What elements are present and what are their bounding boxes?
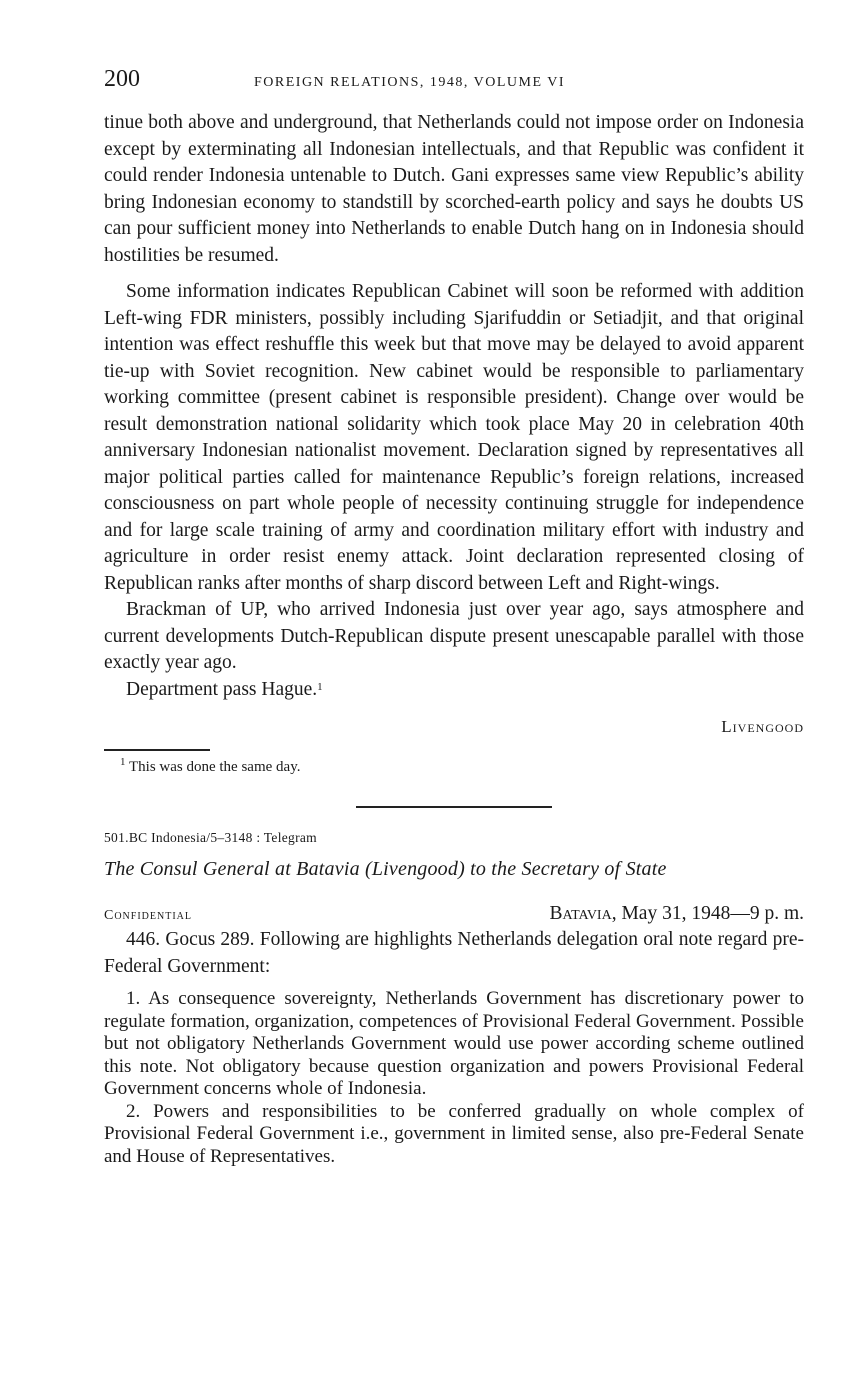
paragraph-highlights: 446. Gocus 289. Following are highlights Netherlands delegation oral note regard pre-Federal Government: bbox=[104, 929, 804, 977]
dateline-date: May 31, 1948—9 p. m. bbox=[616, 903, 804, 924]
footnote-mark: 1 bbox=[120, 756, 126, 768]
department-text: Department pass Hague. bbox=[126, 678, 318, 700]
running-title: FOREIGN RELATIONS, 1948, VOLUME VI bbox=[254, 75, 566, 90]
list-item-1: 1. As consequence sovereignty, Netherlands Government has discretionary power to regulate formation, organization, competences of Provisional Federal Government. Possible but not obligatory Netherlands Government would use power according scheme outlined this note. Not obligatory because question organization and powers Provisional Federal Government concerns whole of Indonesia. bbox=[104, 988, 804, 1099]
document-title: The Consul General at Batavia (Livengood) to the Secretary of State bbox=[104, 858, 667, 880]
document-page bbox=[104, 66, 804, 1168]
footnote-divider bbox=[104, 749, 210, 751]
section-divider bbox=[356, 806, 552, 808]
paragraph-department bbox=[104, 677, 804, 704]
footnote-text: This was done the same day. bbox=[128, 759, 301, 775]
file-reference: 501.BC Indonesia/5–3148 : Telegram bbox=[104, 830, 317, 845]
classification: Confidential bbox=[104, 908, 192, 923]
signature: Livengood bbox=[721, 717, 804, 736]
list-item-2: 2. Powers and responsibilities to be conferred gradually on whole complex of Provisional Federal Government i.e., government in limited sense, also pre-Federal Senate and House of Representatives. bbox=[104, 1100, 804, 1167]
running-head bbox=[104, 66, 804, 106]
footnote bbox=[104, 756, 804, 776]
paragraph-continuation: tinue both above and underground, that Netherlands could not impose order on Indonesia except by exterminating all Indonesian intellectuals, and that Republic was confident it could render Indonesia untenable to Dutch. Gani expresses same view Republic’s ability bring Indonesian economy to standstill by scorched-earth policy and says he doubts US can pour sufficient money into Netherlands to enable Dutch hang on in Indonesia should hostilities be resumed. bbox=[104, 112, 804, 266]
paragraph-brackman: Brackman of UP, who arrived Indonesia just over year ago, says atmosphere and current developments Dutch-Republican dispute present unescapable parallel with those exactly year ago. bbox=[104, 599, 804, 673]
paragraph-cabinet: Some information indicates Republican Cabinet will soon be reformed with addition Left-wing FDR ministers, possibly including Sjarifuddin or Setiadjit, and that original intention was effect reshuffle this week but that move may be delayed to avoid apparent tie-up with Soviet recognition. New cabinet would be responsible to parliamentary working committee (present cabinet is responsible president). Change over would be result demonstration national solidarity which took place May 20 in celebration 40th anniversary Indonesian nationalist movement. Declaration signed by representatives all major political parties called for maintenance Republic’s foreign relations, increased consciousness on part whole people of necessity continuing struggle for independence and for large scale training of army and coordination military effort with industry and agriculture in order resist enemy attack. Joint declaration represented closing of Republican ranks after months of sharp discord between Left and Right-wings. bbox=[104, 281, 804, 594]
footnote-ref: 1 bbox=[317, 680, 323, 693]
dateline-row bbox=[104, 903, 804, 925]
dateline bbox=[550, 903, 804, 925]
page-number: 200 bbox=[104, 66, 140, 92]
dateline-place: Batavia, bbox=[549, 903, 617, 924]
